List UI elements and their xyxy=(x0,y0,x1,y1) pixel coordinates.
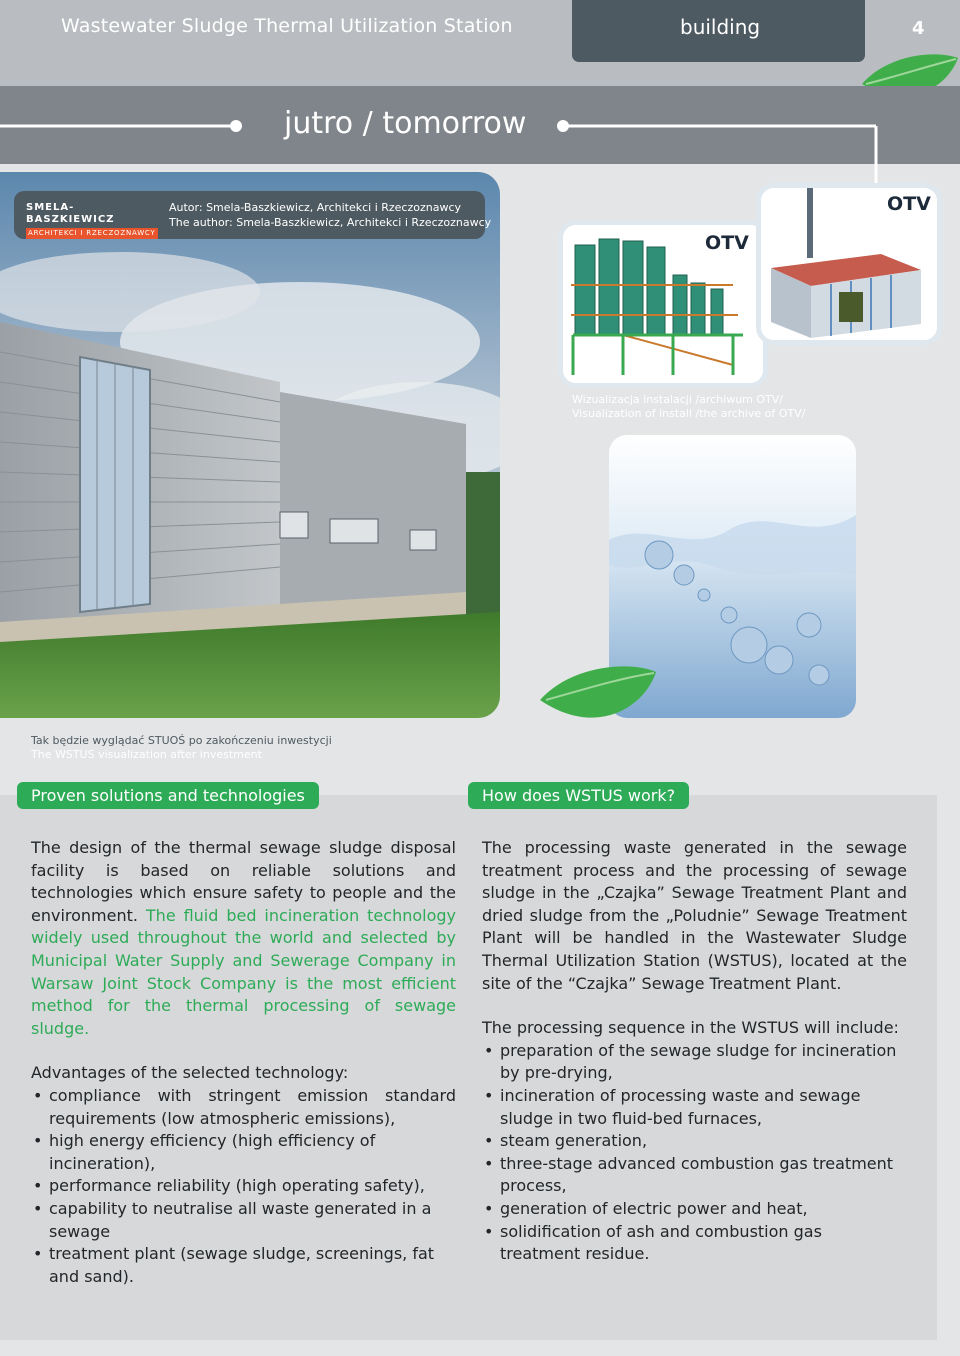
right-paragraph: The processing waste generated in the sewage treatment process and the processing of sewage sludge in the „Czajka” Sewage Treatment Plant and dried sludge from the „Poludnie” Sewage Treatment Plant will be handled in the Wastewater Sludge Thermal Utilization Station (WSTUS), located at the site of the “Czajka” Sewage Treatment Plant. xyxy=(482,838,907,993)
logo-line1: SMELA-BASZKIEWICZ xyxy=(26,202,115,225)
left-intro xyxy=(31,837,456,1040)
page-number: 4 xyxy=(912,18,925,39)
otv-caption-en: Visualization of install /the archive of OTV/ xyxy=(572,407,806,420)
left-column xyxy=(31,837,456,1288)
author-en: The author: Smela-Baszkiewicz, Architekci i Rzeczoznawcy xyxy=(169,216,492,229)
right-column xyxy=(482,837,907,1266)
list-item: • steam generation, xyxy=(482,1130,907,1153)
list-item: • incineration of processing waste and sewage sludge in two fluid-bed furnaces, xyxy=(482,1085,907,1130)
section-heading-left: Proven solutions and technologies xyxy=(17,782,319,809)
sequence-list xyxy=(482,1040,907,1266)
intro-plain: The design of the thermal sewage sludge disposal facility is based on reliable solutions and technologies which ensure safety to people and the environment. xyxy=(31,838,456,925)
list-item: • preparation of the sewage sludge for incineration by pre-drying, xyxy=(482,1040,907,1085)
header-title: Wastewater Sludge Thermal Utilization Station xyxy=(61,15,513,37)
hero-caption-pl: Tak będzie wyglądać STUOŚ po zakończeniu inwestycji xyxy=(31,734,332,747)
list-item: • solidification of ash and combustion gas treatment residue. xyxy=(482,1221,907,1266)
list-item: • compliance with stringent emission standard requirements (low atmospheric emissions), xyxy=(31,1085,456,1130)
logo-line2: ARCHITEKCI I RZECZOZNAWCY xyxy=(26,228,158,239)
otv-logo-2: OTV xyxy=(887,193,931,215)
section-heading-right: How does WSTUS work? xyxy=(468,782,689,809)
list-item: • performance reliability (high operating safety), xyxy=(31,1175,456,1198)
otv-caption-pl: Wizualizacja instalacji /archiwum OTV/ xyxy=(572,393,784,406)
hero-caption-en: The WSTUS visualization after investment xyxy=(31,748,262,761)
otv-logo-1: OTV xyxy=(705,232,749,254)
list-item: • high energy efficiency (high efficiency of incineration), xyxy=(31,1130,456,1175)
author-pl: Autor: Smela-Baszkiewicz, Architekci i Rzeczoznawcy xyxy=(169,201,462,214)
advantages-title: Advantages of the selected technology: xyxy=(31,1063,349,1083)
section-label: building xyxy=(680,15,761,39)
leaf-icon-middle xyxy=(536,660,660,738)
page-subtitle: jutro / tomorrow xyxy=(284,106,527,141)
list-item: • treatment plant (sewage sludge, screenings, fat and sand). xyxy=(31,1243,456,1288)
building-visualization xyxy=(0,172,500,718)
advantages-list xyxy=(31,1085,456,1288)
sequence-title: The processing sequence in the WSTUS will include: xyxy=(482,1018,899,1038)
intro-highlight: The fluid bed incineration technology widely used throughout the world and selected by Municipal Water Supply and Sewerage Company in Warsaw Joint Stock Company is the most efficient method for the thermal processing of sewage sludge. xyxy=(31,905,456,1038)
architect-logo xyxy=(26,202,158,237)
list-item: • three-stage advanced combustion gas treatment process, xyxy=(482,1153,907,1198)
list-item: • generation of electric power and heat, xyxy=(482,1198,907,1221)
list-item: • capability to neutralise all waste generated in a sewage xyxy=(31,1198,456,1243)
